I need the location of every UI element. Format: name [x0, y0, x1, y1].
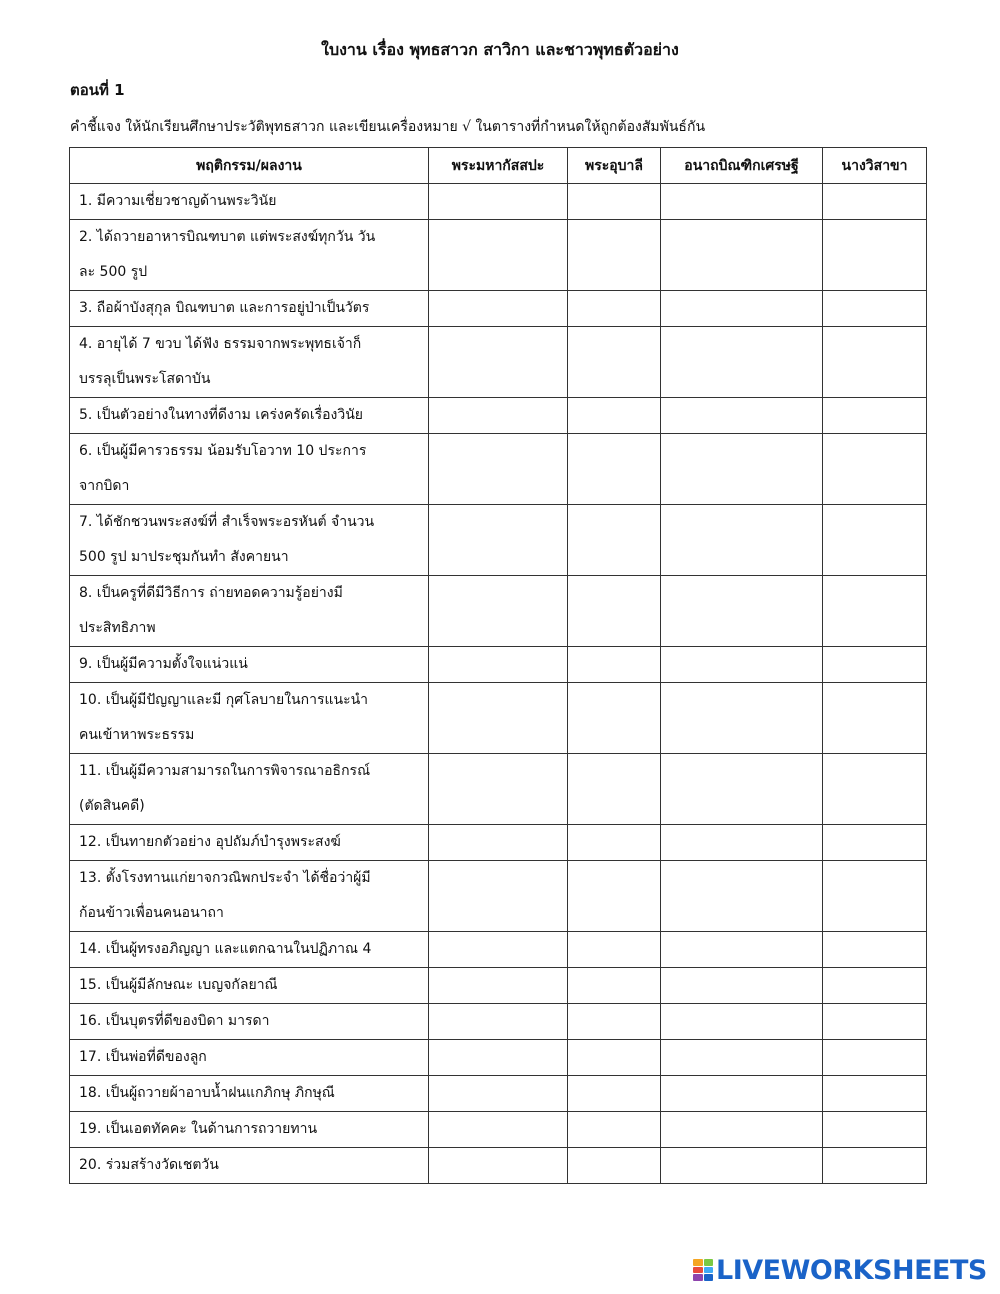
- table-row: [70, 327, 927, 398]
- check-mahakassapa[interactable]: [429, 576, 568, 647]
- logo-square: [704, 1259, 714, 1266]
- check-anathapindika[interactable]: [661, 861, 823, 932]
- check-visakha[interactable]: [823, 1112, 927, 1148]
- check-anathapindika[interactable]: [661, 647, 823, 683]
- check-visakha[interactable]: [823, 327, 927, 398]
- check-visakha[interactable]: [823, 434, 927, 505]
- table-row: [70, 505, 927, 576]
- check-visakha[interactable]: [823, 576, 927, 647]
- behavior-cell: [70, 647, 429, 683]
- behavior-text-line: คนเข้าหาพระธรรม: [79, 727, 195, 743]
- behavior-cell: [70, 825, 429, 861]
- check-mahakassapa[interactable]: [429, 434, 568, 505]
- check-visakha[interactable]: [823, 1040, 927, 1076]
- behavior-cell: [70, 398, 429, 434]
- table-row: [70, 647, 927, 683]
- check-anathapindika[interactable]: [661, 505, 823, 576]
- check-visakha[interactable]: [823, 1076, 927, 1112]
- check-visakha[interactable]: [823, 220, 927, 291]
- logo-square: [693, 1274, 703, 1281]
- table-row: [70, 434, 927, 505]
- behavior-text-line: 11. เป็นผู้มีความสามารถในการพิจารณาอธิกรณ์: [79, 763, 371, 779]
- check-upali[interactable]: [568, 825, 661, 861]
- check-visakha[interactable]: [823, 683, 927, 754]
- check-mahakassapa[interactable]: [429, 968, 568, 1004]
- behavior-text-line: 4. อายุได้ 7 ขวบ ได้ฟัง ธรรมจากพระพุทธเจ้าก็: [79, 336, 362, 352]
- logo-square: [704, 1267, 714, 1274]
- check-upali[interactable]: [568, 1148, 661, 1184]
- check-upali[interactable]: [568, 1112, 661, 1148]
- behavior-cell: [70, 1004, 429, 1040]
- check-visakha[interactable]: [823, 647, 927, 683]
- header-anathapindika: อนาถบิณฑิกเศรษฐี: [661, 148, 823, 184]
- behavior-text-line: 18. เป็นผู้ถวายผ้าอาบน้ำฝนแกภิกษุ ภิกษุณี: [79, 1085, 335, 1101]
- table-row: [70, 291, 927, 327]
- logo-square: [693, 1259, 703, 1266]
- check-upali[interactable]: [568, 968, 661, 1004]
- behavior-cell: [70, 184, 429, 220]
- logo-mark-icon: [693, 1259, 713, 1281]
- instruction-text: คำชี้แจง ให้นักเรียนศึกษาประวัติพุทธสาวก และเขียนเครื่องหมาย √ ในตารางที่กำหนดให้ถูกต้องสัมพันธ์กัน: [70, 119, 706, 135]
- answer-table: [69, 147, 927, 1184]
- check-visakha[interactable]: [823, 184, 927, 220]
- behavior-text-line: (ตัดสินคดี): [79, 798, 145, 814]
- behavior-cell: [70, 754, 429, 825]
- table-row: [70, 220, 927, 291]
- behavior-text-line: ละ 500 รูป: [79, 264, 148, 280]
- check-mahakassapa[interactable]: [429, 1004, 568, 1040]
- table-row: [70, 1004, 927, 1040]
- table-row: [70, 576, 927, 647]
- check-anathapindika[interactable]: [661, 1040, 823, 1076]
- check-mahakassapa[interactable]: [429, 327, 568, 398]
- check-upali[interactable]: [568, 932, 661, 968]
- behavior-cell: [70, 434, 429, 505]
- behavior-text-line: 8. เป็นครูที่ดีมีวิธีการ ถ่ายทอดความรู้อย่างมี: [79, 585, 343, 601]
- check-anathapindika[interactable]: [661, 1112, 823, 1148]
- behavior-cell: [70, 1112, 429, 1148]
- check-mahakassapa[interactable]: [429, 184, 568, 220]
- check-upali[interactable]: [568, 291, 661, 327]
- check-mahakassapa[interactable]: [429, 220, 568, 291]
- behavior-text-line: 16. เป็นบุตรที่ดีของบิดา มารดา: [79, 1013, 270, 1029]
- check-mahakassapa[interactable]: [429, 1148, 568, 1184]
- check-upali[interactable]: [568, 184, 661, 220]
- behavior-text-line: 10. เป็นผู้มีปัญญาและมี กุศโลบายในการแนะนำ: [79, 692, 369, 708]
- behavior-text-line: 500 รูป มาประชุมกันทำ สังคายนา: [79, 549, 289, 565]
- check-visakha[interactable]: [823, 1148, 927, 1184]
- check-visakha[interactable]: [823, 754, 927, 825]
- table-row: [70, 968, 927, 1004]
- check-anathapindika[interactable]: [661, 576, 823, 647]
- check-anathapindika[interactable]: [661, 398, 823, 434]
- check-upali[interactable]: [568, 683, 661, 754]
- table-row: [70, 1076, 927, 1112]
- header-upali: พระอุบาลี: [568, 148, 661, 184]
- check-anathapindika[interactable]: [661, 184, 823, 220]
- behavior-cell: [70, 1076, 429, 1112]
- table-row: [70, 398, 927, 434]
- check-mahakassapa[interactable]: [429, 647, 568, 683]
- table-row: [70, 184, 927, 220]
- behavior-text-line: 12. เป็นทายกตัวอย่าง อุปถัมภ์บำรุงพระสงฆ์: [79, 834, 341, 850]
- check-mahakassapa[interactable]: [429, 683, 568, 754]
- check-anathapindika[interactable]: [661, 434, 823, 505]
- check-anathapindika[interactable]: [661, 1148, 823, 1184]
- check-visakha[interactable]: [823, 398, 927, 434]
- behavior-text-line: 6. เป็นผู้มีคารวธรรม น้อมรับโอวาท 10 ประการ: [79, 443, 367, 459]
- behavior-cell: [70, 932, 429, 968]
- behavior-cell: [70, 861, 429, 932]
- behavior-text-line: ประสิทธิภาพ: [79, 620, 156, 636]
- behavior-cell: [70, 291, 429, 327]
- check-upali[interactable]: [568, 647, 661, 683]
- behavior-text-line: 5. เป็นตัวอย่างในทางที่ดีงาม เคร่งครัดเรื่องวินัย: [79, 407, 364, 423]
- check-upali[interactable]: [568, 327, 661, 398]
- section-heading: ตอนที่ 1: [70, 81, 125, 99]
- behavior-cell: [70, 683, 429, 754]
- behavior-text-line: 15. เป็นผู้มีลักษณะ เบญจกัลยาณี: [79, 977, 278, 993]
- check-visakha[interactable]: [823, 825, 927, 861]
- behavior-text-line: 20. ร่วมสร้างวัดเชตวัน: [79, 1157, 219, 1173]
- check-mahakassapa[interactable]: [429, 1112, 568, 1148]
- logo-text: LIVEWORKSHEETS: [716, 1254, 987, 1286]
- table-row: [70, 825, 927, 861]
- table-row: [70, 1040, 927, 1076]
- check-anathapindika[interactable]: [661, 683, 823, 754]
- check-anathapindika[interactable]: [661, 220, 823, 291]
- worksheet-title: ใบงาน เรื่อง พุทธสาวก สาวิกา และชาวพุทธตัวอย่าง: [321, 40, 679, 59]
- header-behavior: พฤติกรรม/ผลงาน: [70, 148, 429, 184]
- behavior-text-line: ก้อนข้าวเพื่อนคนอนาถา: [79, 905, 224, 921]
- behavior-text-line: 3. ถือผ้าบังสุกุล บิณฑบาต และการอยู่ป่าเป็นวัตร: [79, 300, 370, 316]
- check-upali[interactable]: [568, 220, 661, 291]
- check-upali[interactable]: [568, 398, 661, 434]
- check-mahakassapa[interactable]: [429, 291, 568, 327]
- behavior-cell: [70, 327, 429, 398]
- behavior-cell: [70, 1148, 429, 1184]
- behavior-text-line: จากบิดา: [79, 478, 130, 494]
- behavior-text-line: 9. เป็นผู้มีความตั้งใจแน่วแน่: [79, 656, 248, 672]
- check-visakha[interactable]: [823, 861, 927, 932]
- check-upali[interactable]: [568, 1076, 661, 1112]
- check-visakha[interactable]: [823, 1004, 927, 1040]
- table-row: [70, 683, 927, 754]
- behavior-text-line: 2. ได้ถวายอาหารบิณฑบาต แต่พระสงฆ์ทุกวัน วัน: [79, 229, 376, 245]
- table-header-row: [70, 148, 927, 184]
- check-upali[interactable]: [568, 1040, 661, 1076]
- check-mahakassapa[interactable]: [429, 398, 568, 434]
- check-mahakassapa[interactable]: [429, 932, 568, 968]
- behavior-text-line: 7. ได้ชักชวนพระสงฆ์ที่ สำเร็จพระอรหันต์ จำนวน: [79, 514, 375, 530]
- logo-square: [704, 1274, 714, 1281]
- check-anathapindika[interactable]: [661, 968, 823, 1004]
- behavior-cell: [70, 1040, 429, 1076]
- behavior-text-line: 17. เป็นพ่อที่ดีของลูก: [79, 1049, 207, 1065]
- check-mahakassapa[interactable]: [429, 825, 568, 861]
- behavior-text-line: บรรลุเป็นพระโสดาบัน: [79, 371, 211, 387]
- check-anathapindika[interactable]: [661, 327, 823, 398]
- check-upali[interactable]: [568, 505, 661, 576]
- logo-square: [693, 1267, 703, 1274]
- behavior-text-line: 1. มีความเชี่ยวชาญด้านพระวินัย: [79, 193, 277, 209]
- header-visakha: นางวิสาขา: [823, 148, 927, 184]
- liveworksheets-logo: [693, 1255, 987, 1285]
- check-mahakassapa[interactable]: [429, 505, 568, 576]
- table-row: [70, 1112, 927, 1148]
- table-row: [70, 861, 927, 932]
- behavior-cell: [70, 505, 429, 576]
- check-mahakassapa[interactable]: [429, 861, 568, 932]
- check-visakha[interactable]: [823, 291, 927, 327]
- check-anathapindika[interactable]: [661, 1004, 823, 1040]
- check-upali[interactable]: [568, 1004, 661, 1040]
- check-visakha[interactable]: [823, 505, 927, 576]
- check-anathapindika[interactable]: [661, 825, 823, 861]
- behavior-cell: [70, 220, 429, 291]
- check-anathapindika[interactable]: [661, 932, 823, 968]
- table-row: [70, 1148, 927, 1184]
- check-visakha[interactable]: [823, 968, 927, 1004]
- table-row: [70, 932, 927, 968]
- check-anathapindika[interactable]: [661, 1076, 823, 1112]
- check-mahakassapa[interactable]: [429, 1040, 568, 1076]
- check-mahakassapa[interactable]: [429, 1076, 568, 1112]
- behavior-text-line: 13. ตั้งโรงทานแก่ยาจกวณิพกประจำ ได้ชื่อว่าผู้มี: [79, 870, 371, 886]
- check-anathapindika[interactable]: [661, 754, 823, 825]
- behavior-text-line: 14. เป็นผู้ทรงอภิญญา และแตกฉานในปฏิภาณ 4: [79, 941, 372, 957]
- behavior-cell: [70, 576, 429, 647]
- check-upali[interactable]: [568, 576, 661, 647]
- check-mahakassapa[interactable]: [429, 754, 568, 825]
- table-row: [70, 754, 927, 825]
- check-visakha[interactable]: [823, 932, 927, 968]
- check-upali[interactable]: [568, 434, 661, 505]
- check-upali[interactable]: [568, 754, 661, 825]
- header-mahakassapa: พระมหากัสสปะ: [429, 148, 568, 184]
- check-upali[interactable]: [568, 861, 661, 932]
- behavior-text-line: 19. เป็นเอตทัคคะ ในด้านการถวายทาน: [79, 1121, 318, 1137]
- behavior-cell: [70, 968, 429, 1004]
- check-anathapindika[interactable]: [661, 291, 823, 327]
